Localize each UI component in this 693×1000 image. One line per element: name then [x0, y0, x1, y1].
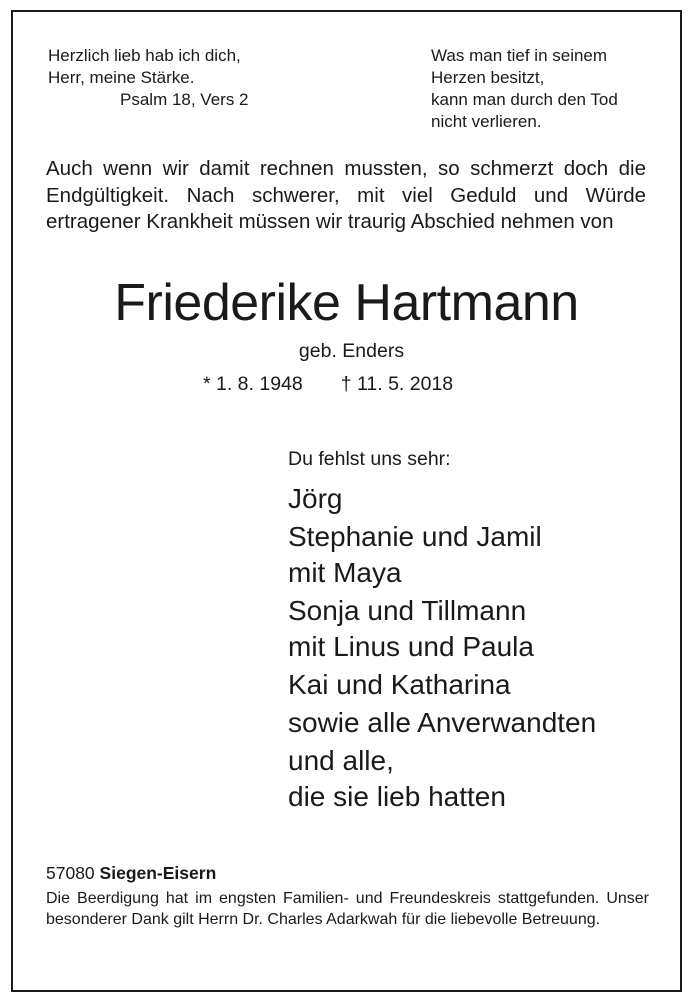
mourner-group: [288, 667, 596, 703]
maiden-name: geb. Enders: [298, 340, 405, 362]
mourners-heading: Du fehlst uns sehr:: [288, 448, 451, 470]
mourner-group: [288, 743, 596, 815]
psalm-verse: [48, 45, 249, 111]
mourner-group: [288, 481, 596, 517]
mourners-list: [288, 481, 596, 815]
mourner-line: Jörg: [288, 483, 343, 514]
mourner-line: mit Maya: [288, 557, 402, 588]
postcode: 57080: [46, 863, 95, 883]
location-line: [46, 862, 216, 884]
mourner-line: und alle,: [288, 745, 394, 776]
mourner-line: Stephanie und Jamil: [288, 521, 542, 552]
mourner-line: die sie lieb hatten: [288, 781, 506, 812]
mourner-group: [288, 593, 596, 665]
mourner-group: [288, 705, 596, 741]
verse-reference: Psalm 18, Vers 2: [120, 90, 249, 109]
memorial-quote: [431, 45, 618, 133]
quote-line: Herzen besitzt,: [431, 68, 545, 87]
death-date: † 11. 5. 2018: [340, 373, 454, 395]
funeral-note: Die Beerdigung hat im engsten Familien- und Freundeskreis stattgefunden. Unser besonderer Dank gilt Herrn Dr. Charles Adarkwah für die liebevolle Betreuung.: [46, 890, 649, 928]
mourner-line: Kai und Katharina: [288, 669, 511, 700]
quote-line: nicht verlieren.: [431, 112, 542, 131]
verse-line: Herzlich lieb hab ich dich,: [48, 46, 241, 65]
mourner-group: [288, 519, 596, 591]
quote-line: Was man tief in seinem: [431, 46, 608, 65]
city-name: Siegen-Eisern: [99, 863, 217, 883]
intro-paragraph: Auch wenn wir damit rechnen mussten, so schmerzt doch die Endgültigkeit. Nach schwerer, mit viel Geduld und Würde ertragener Krankheit müssen wir traurig Abschied nehmen von: [46, 157, 646, 233]
mourner-line: Sonja und Tillmann: [288, 595, 527, 626]
life-dates: [203, 371, 453, 397]
mourner-line: sowie alle Anverwandten: [288, 707, 597, 738]
deceased-name: Friederike Hartmann: [114, 274, 579, 332]
quote-line: kann man durch den Tod: [431, 90, 618, 109]
verse-line: Herr, meine Stärke.: [48, 68, 195, 87]
mourner-line: mit Linus und Paula: [288, 631, 534, 662]
birth-date: * 1. 8. 1948: [203, 373, 303, 395]
